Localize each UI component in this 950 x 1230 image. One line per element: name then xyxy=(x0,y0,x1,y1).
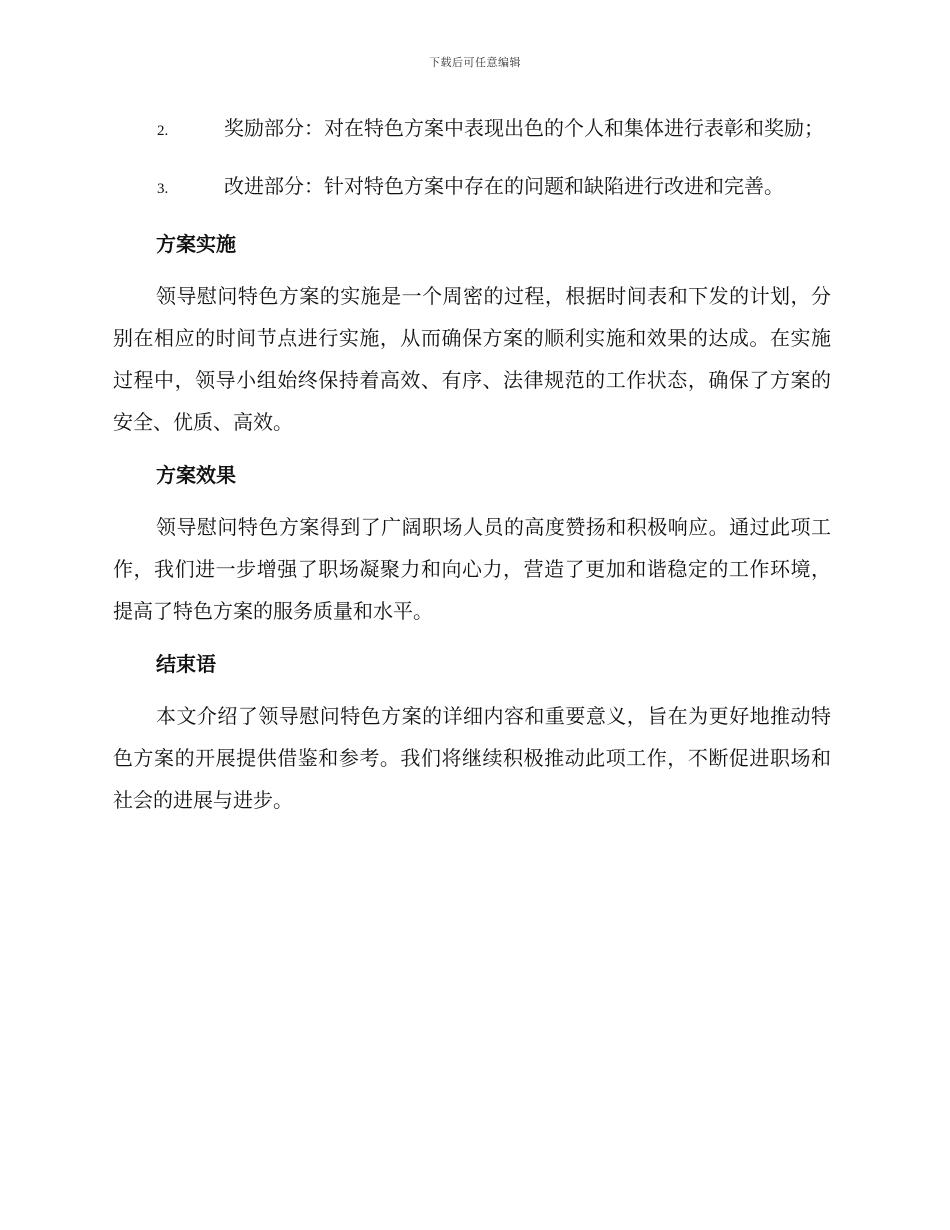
document-body xyxy=(113,106,831,831)
section-heading-effect: 方案效果 xyxy=(156,463,236,487)
section-paragraph-effect: 领导慰问特色方案得到了广阔职场人员的高度赞扬和积极响应。通过此项工作，我们进一步增强了职场凝聚力和向心力，营造了更加和谐稳定的工作环境，提高了特色方案的服务质量和水平。 xyxy=(113,515,831,623)
list-text: 奖励部分：对在特色方案中表现出色的个人和集体进行表彰和奖励； xyxy=(224,116,824,140)
section-heading-implementation: 方案实施 xyxy=(156,232,236,256)
page-header: 下载后可任意编辑 xyxy=(429,56,521,69)
section-heading-conclusion: 结束语 xyxy=(156,652,216,676)
list-item-improvement xyxy=(113,164,831,211)
list-item-reward xyxy=(113,106,831,153)
section-paragraph-conclusion: 本文介绍了领导慰问特色方案的详细内容和重要意义，旨在为更好地推动特色方案的开展提供借鉴和参考。我们将继续积极推动此项工作，不断促进职场和社会的进展与进步。 xyxy=(113,704,831,812)
list-number: 2. xyxy=(157,123,169,139)
list-text: 改进部分：针对特色方案中存在的问题和缺陷进行改进和完善。 xyxy=(224,174,784,198)
section-paragraph-implementation: 领导慰问特色方案的实施是一个周密的过程，根据时间表和下发的计划，分别在相应的时间节点进行实施，从而确保方案的顺利实施和效果的达成。在实施过程中，领导小组始终保持着高效、有序、法律规范的工作状态，确保了方案的安全、优质、高效。 xyxy=(113,284,831,434)
list-number: 3. xyxy=(157,181,169,197)
